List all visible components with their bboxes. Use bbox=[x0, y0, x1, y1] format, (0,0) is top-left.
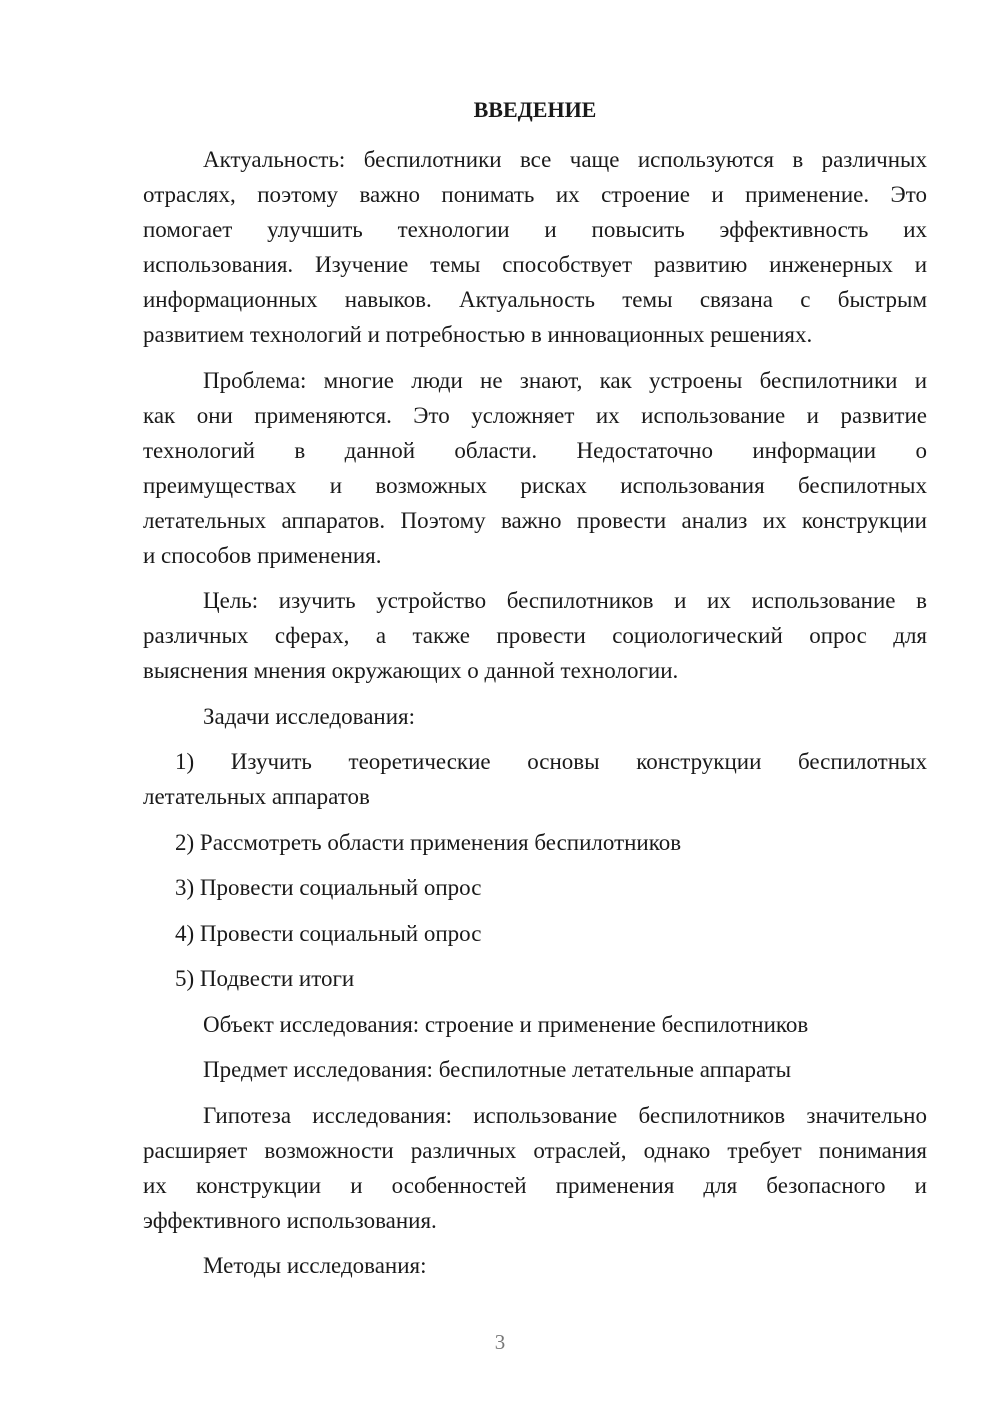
list-item bbox=[143, 961, 927, 996]
list-item bbox=[143, 916, 927, 951]
text-line: 5) Подвести итоги bbox=[175, 966, 355, 991]
list-item bbox=[143, 870, 927, 905]
text-line: Методы исследования: bbox=[203, 1253, 427, 1278]
text-line: развитием технологий и потребностью в инновационных решениях. bbox=[143, 322, 813, 347]
text-line: Проблема: многие люди не знают, как устроены беспилотники и bbox=[203, 367, 927, 393]
list-item bbox=[143, 825, 927, 860]
text-line: 1) Изучить теоретические основы конструкции беспилотных bbox=[175, 749, 927, 774]
text-line: 2) Рассмотреть области применения беспилотников bbox=[175, 829, 682, 855]
text-line: информационных навыков. Актуальность темы связана с быстрым bbox=[143, 287, 927, 312]
text-line: летательных аппаратов bbox=[143, 784, 370, 809]
text-line: Предмет исследования: беспилотные летательные аппараты bbox=[203, 1057, 792, 1082]
text-line: как они применяются. Это усложняет их использование и развитие bbox=[143, 402, 927, 428]
text-line: выяснения мнения окружающих о данной технологии. bbox=[143, 658, 679, 683]
paragraph bbox=[143, 1052, 927, 1087]
text-line: 4) Провести социальный опрос bbox=[175, 920, 482, 946]
page-number: 3 bbox=[494, 1330, 506, 1354]
text-line: Гипотеза исследования: использование беспилотников значительно bbox=[203, 1102, 927, 1128]
text-line: Цель: изучить устройство беспилотников и их использование в bbox=[203, 588, 927, 613]
text-line: Объект исследования: строение и применение беспилотников bbox=[203, 1011, 809, 1037]
paragraph bbox=[143, 583, 927, 688]
paragraphs bbox=[143, 142, 927, 1283]
paragraph bbox=[143, 699, 927, 734]
text-line: технологий в данной области. Недостаточно информации о bbox=[143, 437, 927, 463]
paragraph bbox=[143, 1098, 927, 1238]
text-line: Актуальность: беспилотники все чаще используются в различных bbox=[203, 147, 927, 172]
text-line: эффективного использования. bbox=[143, 1207, 437, 1233]
text-line: расширяет возможности различных отраслей, однако требует понимания bbox=[143, 1137, 927, 1163]
paragraph bbox=[143, 1248, 927, 1283]
text-line: различных сферах, а также провести социологический опрос для bbox=[143, 623, 927, 648]
text-line: преимуществах и возможных рисках использования беспилотных bbox=[143, 472, 927, 498]
paragraph bbox=[143, 142, 927, 352]
text-line: 3) Провести социальный опрос bbox=[175, 875, 482, 900]
text-line: отраслях, поэтому важно понимать их строение и применение. Это bbox=[143, 182, 927, 207]
section-title: ВВЕДЕНИЕ bbox=[473, 97, 597, 122]
list-item bbox=[143, 744, 927, 814]
document-body bbox=[143, 92, 927, 1294]
text-line: их конструкции и особенностей применения для безопасного и bbox=[143, 1172, 927, 1198]
text-line: летательных аппаратов. Поэтому важно провести анализ их конструкции bbox=[143, 507, 927, 533]
text-line: и способов применения. bbox=[143, 542, 382, 568]
text-line: Задачи исследования: bbox=[203, 703, 416, 729]
text-line: использования. Изучение темы способствует развитию инженерных и bbox=[143, 252, 927, 277]
text-line: помогает улучшить технологии и повысить эффективность их bbox=[143, 217, 927, 242]
paragraph bbox=[143, 363, 927, 573]
paragraph bbox=[143, 1007, 927, 1042]
